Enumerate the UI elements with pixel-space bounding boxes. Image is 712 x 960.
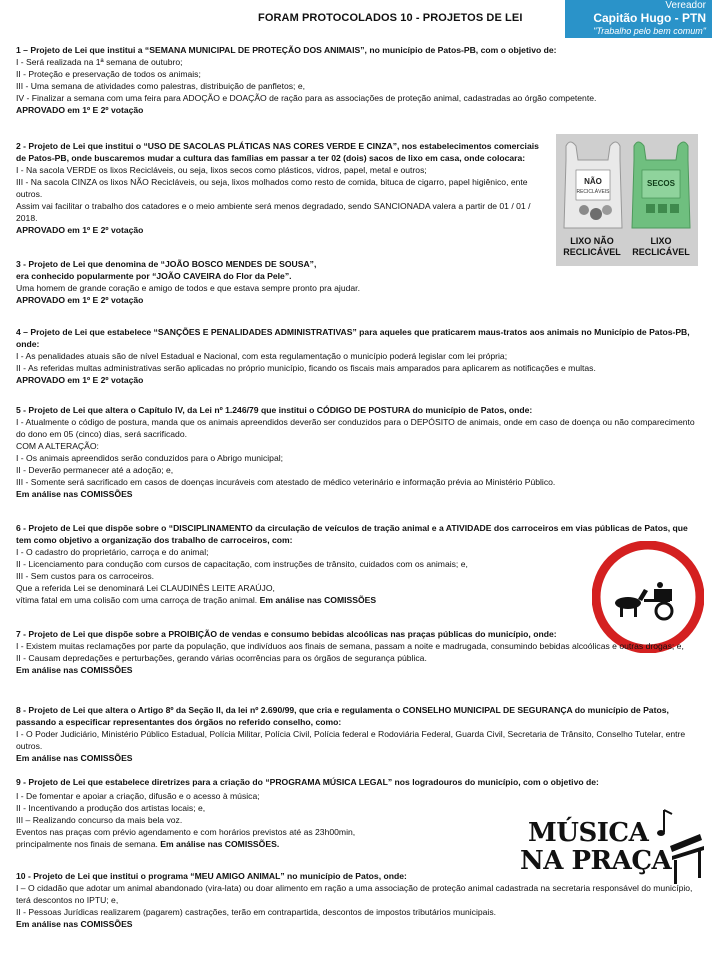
gray-bag-sub: RECICLÁVEIS [576,189,610,195]
bill-3-status: APROVADO em 1º E 2º votação [16,295,144,305]
bill-1-item: III - Uma semana de atividades como palestras, distribuição de panfletos; e, [16,81,305,91]
bill-10 [16,870,696,930]
gray-bag-icon [562,138,624,230]
bill-6-body [16,546,586,606]
bill-5-heading: 5 - Projeto de Lei que altera o Capítulo IV, da Lei nº 1.246/79 que institui o CÓDIGO DE POSTURA do município de Patos, onde: [16,405,533,415]
bill-5-item: III - Somente será sacrificado em casos de doenças incuráveis com atestado de médico veterinário e informação prévia ao Ministério Público. [16,477,556,487]
bill-6-item: III - Sem custos para os carroceiros. [16,571,155,581]
bill-1-status: APROVADO em 1º E 2º votação [16,105,144,115]
gray-bag-label-line1: LIXO NÃO [570,236,614,246]
bill-7-status: Em análise nas COMISSÕES [16,665,133,675]
bill-6-item: II - Licenciamento para condução com cursos de capacitação, com instruções de trânsito, cuidados com os animais; e, [16,559,468,569]
councillor-badge [565,0,712,38]
badge-role: Vereador [665,0,706,11]
bill-7-item: II - Causam depredações e perturbações, gerando várias ocorrências para os órgãos de segurança pública. [16,653,427,663]
bill-4-heading: 4 – Projeto de Lei que estabelece “SANÇÕES E PENALIDADES ADMINISTRATIVAS” para aqueles que praticarem maus-tratos aos animais no Município de Patos-PB, onde: [16,327,690,349]
green-bag-title: SECOS [646,179,676,188]
bill-2 [16,140,549,236]
bill-8 [16,704,696,764]
bill-2-item: I - Na sacola VERDE os lixos Recicláveis, ou seja, lixos secos como plásticos, vidros, papel, metal e outros; [16,165,427,175]
badge-name: Capitão Hugo - PTN [593,11,706,25]
bill-10-status: Em análise nas COMISSÕES [16,919,133,929]
bill-3-heading-cont: era conhecido popularmente por “JOÃO CAVEIRA do Flor da Pele”. [16,271,292,281]
bill-9-item: Eventos nas praças com prévio agendamento e com horários previstos até as 23h00min, [16,827,356,837]
bill-9 [16,776,696,788]
bill-1-item: I - Será realizada na 1ª semana de outubro; [16,57,183,67]
bill-6-status: Em análise nas COMISSÕES [259,595,377,605]
bill-7-heading: 7 - Projeto de Lei que dispõe sobre a PROIBIÇÃO de vendas e consumo bebidas alcoólicas nas praças públicas do município, onde: [16,629,557,639]
bill-8-item: I - O Poder Judiciário, Ministério Público Estadual, Polícia Militar, Polícia Civil, Polícia federal e Rodoviária Federal, Guarda Civil, Secretaria de Trânsito, Conselho Tutelar, entre outros. [16,729,686,751]
bill-5-item: I - Atualmente o código de postura, manda que os animais apreendidos deverão ser conduzidos para o DEPÓSITO de animais, onde em caso de doença ou não comparecimento do dono em 05 (cinco) dias, será sacrificado. [16,417,695,439]
gray-bag-label-line2: RECLICÁVEL [563,247,621,257]
gray-bag-label [559,236,625,258]
badge-slogan: "Trabalho pelo bem comum" [593,26,706,36]
bill-9-status: Em análise nas COMISSÕES. [160,839,280,849]
bill-1-heading: 1 – Projeto de Lei que institui a “SEMANA MUNICIPAL DE PROTEÇÃO DOS ANIMAIS”, no município de Patos-PB, com o objetivo de: [16,45,557,55]
bill-7-item: I - Existem muitas reclamações por parte da população, que indivíduos aos finais de semana, passam a noite e madrugada, consumindo bebidas alcoólicas e outras drogas; e, [16,641,684,651]
bill-5-item: I - Os animais apreendidos serão conduzidos para o Abrigo municipal; [16,453,284,463]
bill-8-heading: 8 - Projeto de Lei que altera o Artigo 8º da Seção II, da lei nº 2.690/99, que cria e regulamenta o CONSELHO MUNICIPAL DE SEGURANÇA do município de Patos, passando a especificar representantes dos órgãos no referido conselho, como: [16,705,669,727]
logo-line2: NA PRAÇA [520,846,672,876]
bill-2-status: APROVADO em 1º E 2º votação [16,225,144,235]
bill-4-status: APROVADO em 1º E 2º votação [16,375,144,385]
bill-1 [16,44,696,116]
bill-10-item: II - Pessoas Jurídicas realizarem (pagarem) castrações, terão em contrapartida, descontos de impostos tributários municipais. [16,907,497,917]
green-bag-icon [630,138,692,230]
bill-6-item: Que a referida Lei se denominará Lei CLAUDINÊS LEITE ARAÚJO, [16,583,275,593]
bill-3-item: Uma homem de grande coração e amigo de todos e que estava sempre pronto pra ajudar. [16,283,360,293]
gray-bag-title: NÃO [584,177,602,186]
green-bag-label-line1: LIXO [650,236,672,246]
bill-5-item: COM A ALTERAÇÃO: [16,441,99,451]
bill-4-item: I - As penalidades atuais são de nível Estadual e Nacional, com esta regulamentação o município poderá legislar com lei própria; [16,351,508,361]
bill-6-item: I - O cadastro do proprietário, carroça e do animal; [16,547,209,557]
bill-8-status: Em análise nas COMISSÕES [16,753,133,763]
bill-9-item: principalmente nos finais de semana. [16,839,158,849]
bill-9-body [16,790,511,850]
bill-4-item: II - As referidas multas administrativas serão aplicadas no próprio município, ficando os fiscais mais amparados para aplicarem as notificações e multas. [16,363,596,373]
bill-2-item: III - Na sacola CINZA os lixos NÃO Recicláveis, ou seja, lixos molhados como resto de comida, bituca de cigarro, papel higiênico, ente outros. [16,177,528,199]
bill-6-item: vítima fatal em uma colisão com uma carroça de tração animal. [16,595,258,605]
recycling-bags-image [556,134,698,266]
bill-5-status: Em análise nas COMISSÕES [16,489,133,499]
bill-9-item: II - Incentivando a produção dos artistas locais; e, [16,803,206,813]
bill-1-item: IV - Finalizar a semana com uma feira para ADOÇÃO e DOAÇÃO de ração para as associações de proteção animal, cadastradas ao órgão competente. [16,93,597,103]
bill-10-heading: 10 - Projeto de Lei que institui o programa “MEU AMIGO ANIMAL” no município de Patos, onde: [16,871,407,881]
green-bag-label-line2: RECLICÁVEL [632,247,690,257]
bill-9-heading: 9 - Projeto de Lei que estabelece diretrizes para a criação do “PROGRAMA MÚSICA LEGAL” nos logradouros do município, com o objetivo de: [16,777,599,787]
logo-line1: MÚSICA [528,818,649,848]
green-bag-label [628,236,694,258]
bill-6-heading: 6 - Projeto de Lei que dispõe sobre o “DISCIPLINAMENTO da circulação de veículos de tração animal e a ATIVIDADE dos carroceiros em vias públicas de Patos, que tem como objetivo a organização dos trabalho de carroceiros, com: [16,523,688,545]
page-title: FORAM PROTOCOLADOS 10 - PROJETOS DE LEI [258,12,523,24]
bill-3-heading: 3 - Projeto de Lei que denomina de “JOÃO BOSCO MENDES DE SOUSA”, [16,259,317,269]
bill-9-item: III – Realizando concurso da mais bela voz. [16,815,183,825]
bill-2-heading: 2 - Projeto de Lei que institui o “USO DE SACOLAS PLÁTICAS NAS CORES VERDE E CINZA”, nos estabelecimentos comerciais de Patos-PB, onde buscaremos mudar a cultura das famílias em passar a ter 02 (dois) sacos de lixo em casa, onde colocara: [16,141,539,163]
bill-2-item: Assim vai facilitar o trabalho dos catadores e o meio ambiente será menos degradado, sendo SANCIONADA valera a partir de 01 / 01 / 2018. [16,201,531,223]
bill-9-item: I - De fomentar e apoiar a criação, difusão e o acesso à música; [16,791,260,801]
bill-4 [16,326,696,386]
bill-5 [16,404,696,500]
bill-1-item: II - Proteção e preservação de todos os animais; [16,69,201,79]
bill-7 [16,628,696,676]
bill-10-item: I – O cidadão que adotar um animal abandonado (vira-lata) ou doar alimento em ração a uma associação de proteção animal cadastrada na secretaria responsável do município, terá descontos no IPTU; e, [16,883,693,905]
bill-5-item: II - Deverão permanecer até a adoção; e, [16,465,174,475]
bill-3 [16,258,546,306]
